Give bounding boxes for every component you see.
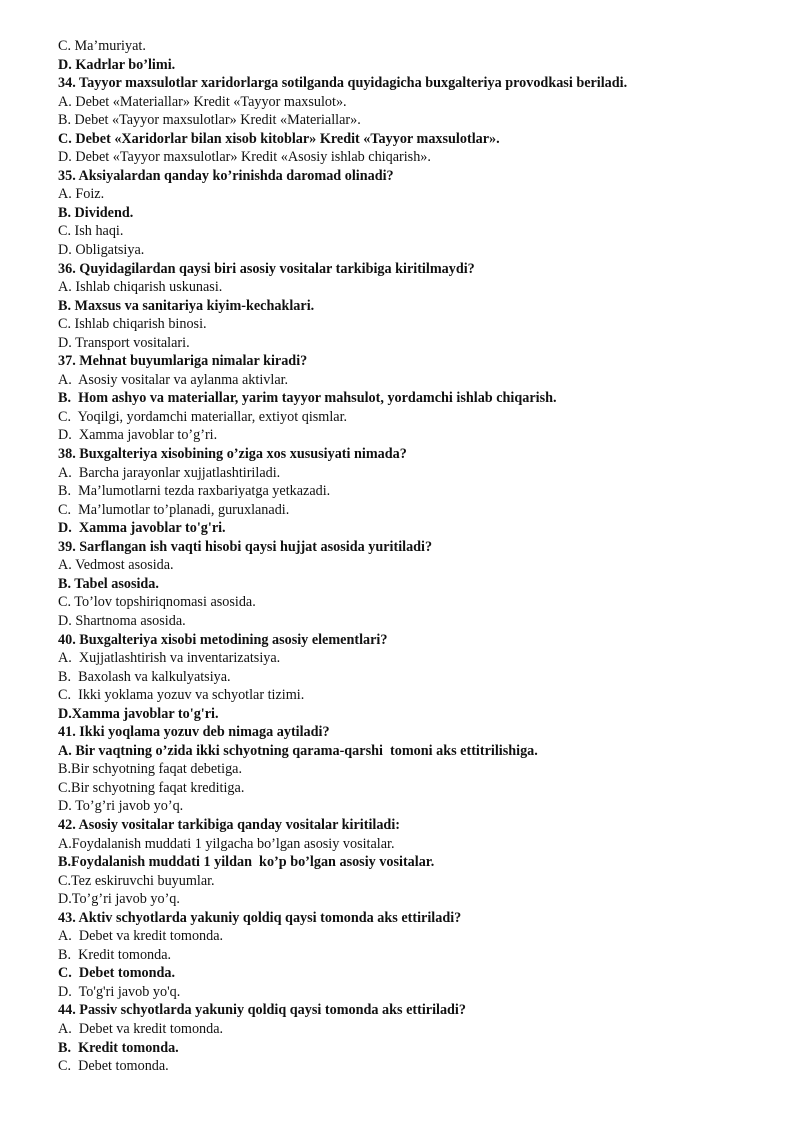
document-line: A. Debet va kredit tomonda. (58, 928, 224, 945)
document-line-bold: 44. Passiv schyotlarda yakuniy qoldiq qaysi tomonda aks ettiriladi? (58, 1002, 466, 1019)
document-line-bold: A. Bir vaqtning o’zida ikki schyotning qarama-qarshi tomoni aks ettitrilishiga. (58, 742, 538, 759)
document-line-bold: 38. Buxgalteriya xisobining o’ziga xos xususiyati nimada? (58, 446, 407, 463)
document-line: A. Ishlab chiqarish uskunasi. (58, 279, 223, 296)
document-line-bold: B. Hom ashyo va materiallar, yarim tayyor mahsulot, yordamchi ishlab chiqarish. (58, 390, 557, 407)
document-line: B. Debet «Tayyor maxsulotlar» Kredit «Materiallar». (58, 112, 361, 129)
document-line: C. Yoqilgi, yordamchi materiallar, extiyot qismlar. (58, 408, 348, 425)
document-line: C. Ishlab chiqarish binosi. (58, 316, 207, 333)
document-line-bold: 37. Mehnat buyumlariga nimalar kiradi? (58, 353, 308, 370)
document-line: C. Ma’lumotlar to’planadi, guruxlanadi. (58, 501, 290, 518)
document-line: B. Kredit tomonda. (58, 946, 172, 963)
document-line-bold: D. Xamma javoblar to'g'ri. (58, 520, 226, 537)
document-line-bold: 36. Quyidagilardan qaysi biri asosiy vositalar tarkibiga kiritilmaydi? (58, 260, 475, 277)
document-line: D. Xamma javoblar to’g’ri. (58, 427, 218, 444)
document-line: D. Debet «Tayyor maxsulotlar» Kredit «Asosiy ishlab chiqarish». (58, 149, 431, 166)
document-line-bold: C. Debet «Xaridorlar bilan xisob kitoblar» Kredit «Tayyor maxsulotlar». (58, 130, 500, 147)
document-line: A.Foydalanish muddati 1 yilgacha bo’lgan asosiy vositalar. (58, 835, 395, 852)
document-line-bold: 43. Aktiv schyotlarda yakuniy qoldiq qaysi tomonda aks ettiriladi? (58, 909, 462, 926)
document-line-bold: B. Dividend. (58, 204, 134, 221)
document-line: B. Ma’lumotlarni tezda raxbariyatga yetkazadi. (58, 483, 331, 500)
document-line-bold: B. Tabel asosida. (58, 575, 159, 592)
document-line: A. Debet va kredit tomonda. (58, 1020, 224, 1037)
document-line-bold: 39. Sarflangan ish vaqti hisobi qaysi hujjat asosida yuritiladi? (58, 538, 433, 555)
document-line: B. Baxolash va kalkulyatsiya. (58, 668, 231, 685)
document-line-bold: D.Xamma javoblar to'g'ri. (58, 705, 219, 722)
document-line-bold: 40. Buxgalteriya xisobi metodining asosiy elementlari? (58, 631, 388, 648)
document-line-bold: D. Kadrlar bo’limi. (58, 56, 176, 73)
document-line: C. Ma’muriyat. (58, 38, 146, 54)
document-line: A. Foiz. (58, 186, 105, 203)
document-line: C. To’lov topshiriqnomasi asosida. (58, 594, 256, 611)
document-line: D.To’g’ri javob yo’q. (58, 891, 180, 908)
document-line: C.Tez eskiruvchi buyumlar. (58, 872, 215, 889)
document-line: C.Bir schyotning faqat kreditiga. (58, 779, 245, 796)
document-line: A. Vedmost asosida. (58, 557, 174, 574)
document-line-bold: 35. Aksiyalardan qanday ko’rinishda daromad olinadi? (58, 167, 394, 184)
document-line-bold: C. Debet tomonda. (58, 965, 176, 982)
document-line: C. Debet tomonda. (58, 1058, 169, 1075)
document-line: B.Bir schyotning faqat debetiga. (58, 761, 243, 778)
document-line: A. Barcha jarayonlar xujjatlashtiriladi. (58, 464, 281, 481)
document-line-bold: 41. Ikki yoqlama yozuv deb nimaga aytiladi? (58, 724, 330, 741)
document-line: D. Transport vositalari. (58, 334, 190, 351)
document-line-bold: 34. Tayyor maxsulotlar xaridorlarga sotilganda quyidagicha buxgalteriya provodkasi beriladi. (58, 75, 628, 92)
document-line-bold: B. Kredit tomonda. (58, 1039, 179, 1056)
document-line: D. To'g'ri javob yo'q. (58, 983, 181, 1000)
document-line-bold: 42. Asosiy vositalar tarkibiga qanday vositalar kiritiladi: (58, 816, 400, 833)
document-line: C. Ish haqi. (58, 223, 124, 240)
document-line: D. Obligatsiya. (58, 242, 145, 259)
document-line: A. Debet «Materiallar» Kredit «Tayyor maxsulot». (58, 93, 347, 110)
document-line: A. Asosiy vositalar va aylanma aktivlar. (58, 371, 289, 388)
document-line-bold: B.Foydalanish muddati 1 yildan ko’p bo’lgan asosiy vositalar. (58, 854, 435, 871)
document-line: C. Ikki yoklama yozuv va schyotlar tizimi. (58, 687, 305, 704)
document-line-bold: B. Maxsus va sanitariya kiyim-kechaklari. (58, 297, 315, 314)
document-line: D. To’g’ri javob yo’q. (58, 798, 184, 815)
document-line: D. Shartnoma asosida. (58, 612, 186, 629)
document-line: A. Xujjatlashtirish va inventarizatsiya. (58, 650, 281, 667)
